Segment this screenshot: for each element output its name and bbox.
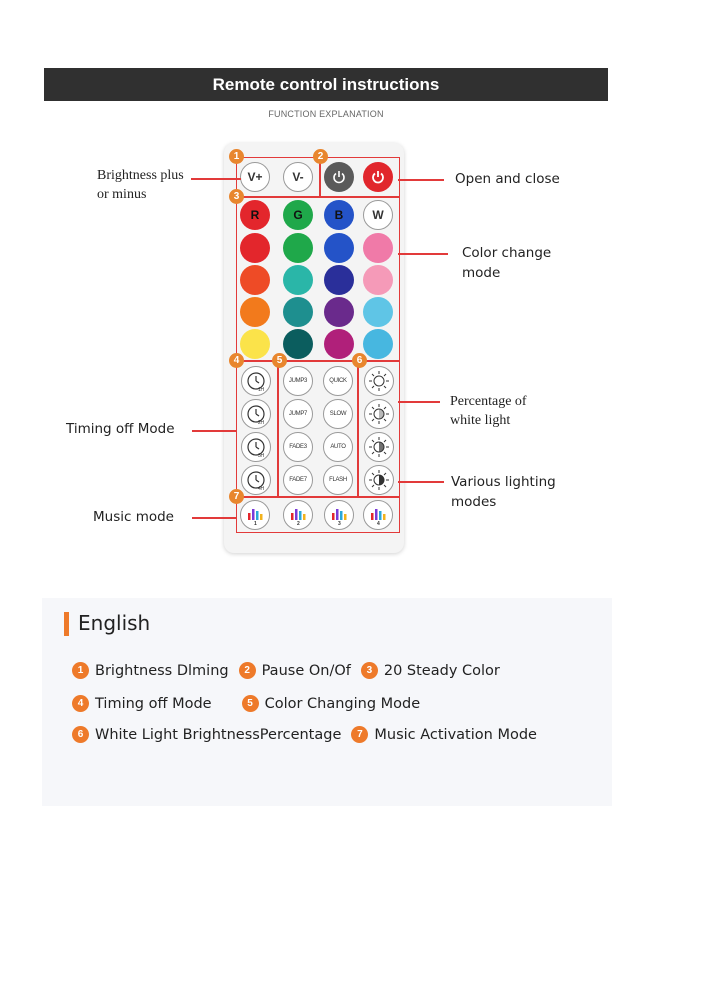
legend-item [72,726,341,743]
color-swatch-button[interactable] [240,297,270,327]
equalizer-icon [367,504,389,526]
timer-button-2h[interactable] [241,399,271,429]
color-swatch-button[interactable] [363,265,393,295]
power-off-button[interactable] [324,162,354,192]
svg-text:2: 2 [297,521,300,526]
legend-row-2 [72,695,430,712]
legend-text: White Light BrightnessPercentage [95,726,342,743]
color-swatch-button[interactable] [363,233,393,263]
timer-button-4h[interactable] [241,465,271,495]
power-icon [370,169,386,185]
legend-text: Brightness Dlming [95,662,229,679]
section-number-badge: 3 [229,189,244,204]
mode-button-flash[interactable]: FLASH [323,465,353,495]
page-subtitle: FUNCTION EXPLANATION [268,109,384,119]
sun-icon [368,469,390,491]
callout-line-timing [192,430,236,432]
section-number-badge: 1 [229,149,244,164]
page-header [44,68,608,101]
mode-button-fade7[interactable]: FADE7 [283,465,313,495]
equalizer-icon [328,504,350,526]
legend-text: 20 Steady Color [383,662,500,679]
mode-button-jump7[interactable]: JUMP7 [283,399,313,429]
legend-item [72,662,229,679]
callout-percentage: Percentage of white light [450,394,527,428]
svg-text:4: 4 [377,521,380,526]
callout-brightness: Brightness plus or minus [97,168,184,202]
white-brightness-button[interactable] [364,399,394,429]
music-mode-button-3[interactable] [324,500,354,530]
white-brightness-button[interactable] [364,465,394,495]
color-swatch-button[interactable] [240,233,270,263]
timer-button-3h[interactable] [241,432,271,462]
color-button-g[interactable]: G [283,200,313,230]
svg-text:3H: 3H [258,453,264,459]
legend-item [72,695,212,712]
music-mode-button-1[interactable] [240,500,270,530]
legend-item [351,726,537,743]
legend-text: Music Activation Mode [374,726,537,743]
equalizer-icon [244,504,266,526]
legend-text: Timing off Mode [95,695,212,712]
legend-item [361,662,500,679]
callout-line-color-change [398,253,448,255]
section-number-badge: 2 [313,149,328,164]
legend-text: Pause On/Of [261,662,351,679]
section-number-badge: 4 [229,353,244,368]
color-button-w[interactable]: W [363,200,393,230]
callout-music: Music mode [93,509,174,525]
callout-line-music [192,517,236,519]
white-brightness-button[interactable] [364,432,394,462]
section-number-badge: 7 [229,489,244,504]
svg-text:3: 3 [338,521,341,526]
timer-button-1h[interactable] [241,366,271,396]
legend-text: Color Changing Mode [264,695,421,712]
sun-icon [368,370,390,392]
power-on-button[interactable] [363,162,393,192]
legend-item [242,695,421,712]
legend-item [239,662,351,679]
english-title: English [78,611,151,635]
sun-icon [368,403,390,425]
legend-number-badge: 5 [242,695,259,712]
section-number-badge: 5 [272,353,287,368]
callout-line-lighting [398,481,444,483]
timer-icon [244,402,268,426]
color-swatch-button[interactable] [283,233,313,263]
callout-line-percentage [398,401,440,403]
color-swatch-button[interactable] [324,329,354,359]
white-brightness-button[interactable] [364,366,394,396]
remote-control [224,143,404,553]
volume-down-button[interactable]: V- [283,162,313,192]
mode-button-quick[interactable]: QUICK [323,366,353,396]
callout-line-open-close [398,179,444,181]
callout-open-close: Open and close [455,171,560,187]
color-swatch-button[interactable] [363,329,393,359]
svg-text:2H: 2H [258,420,264,426]
svg-text:1: 1 [254,521,257,526]
page-title: Remote control instructions [212,74,440,94]
color-button-b[interactable]: B [324,200,354,230]
color-swatch-button[interactable] [363,297,393,327]
color-button-r[interactable]: R [240,200,270,230]
music-mode-button-4[interactable] [363,500,393,530]
mode-button-slow[interactable]: SLOW [323,399,353,429]
power-icon [331,169,347,185]
legend-row-3 [72,726,547,743]
timer-icon [244,468,268,492]
english-title-accent [64,612,69,636]
color-swatch-button[interactable] [324,233,354,263]
section-number-badge: 6 [352,353,367,368]
callout-line-brightness [191,178,241,180]
callout-timing: Timing off Mode [66,421,175,437]
legend-number-badge: 6 [72,726,89,743]
equalizer-icon [287,504,309,526]
volume-up-button[interactable]: V+ [240,162,270,192]
color-swatch-button[interactable] [240,329,270,359]
color-swatch-button[interactable] [324,265,354,295]
svg-text:4H: 4H [258,486,264,492]
color-swatch-button[interactable] [283,265,313,295]
svg-text:1H: 1H [258,387,264,393]
mode-button-jump3[interactable]: JUMP3 [283,366,313,396]
legend-row-1 [72,662,510,679]
color-swatch-button[interactable] [283,297,313,327]
timer-icon [244,435,268,459]
legend-number-badge: 7 [351,726,368,743]
mode-button-auto[interactable]: AUTO [323,432,353,462]
color-swatch-button[interactable] [324,297,354,327]
callout-color-change: Color change mode [462,245,552,281]
legend-number-badge: 2 [239,662,256,679]
color-swatch-button[interactable] [283,329,313,359]
music-mode-button-2[interactable] [283,500,313,530]
legend-number-badge: 3 [361,662,378,679]
sun-icon [368,436,390,458]
callout-lighting: Various lighting modes [451,474,556,510]
legend-number-badge: 1 [72,662,89,679]
legend-number-badge: 4 [72,695,89,712]
color-swatch-button[interactable] [240,265,270,295]
mode-button-fade3[interactable]: FADE3 [283,432,313,462]
timer-icon [244,369,268,393]
